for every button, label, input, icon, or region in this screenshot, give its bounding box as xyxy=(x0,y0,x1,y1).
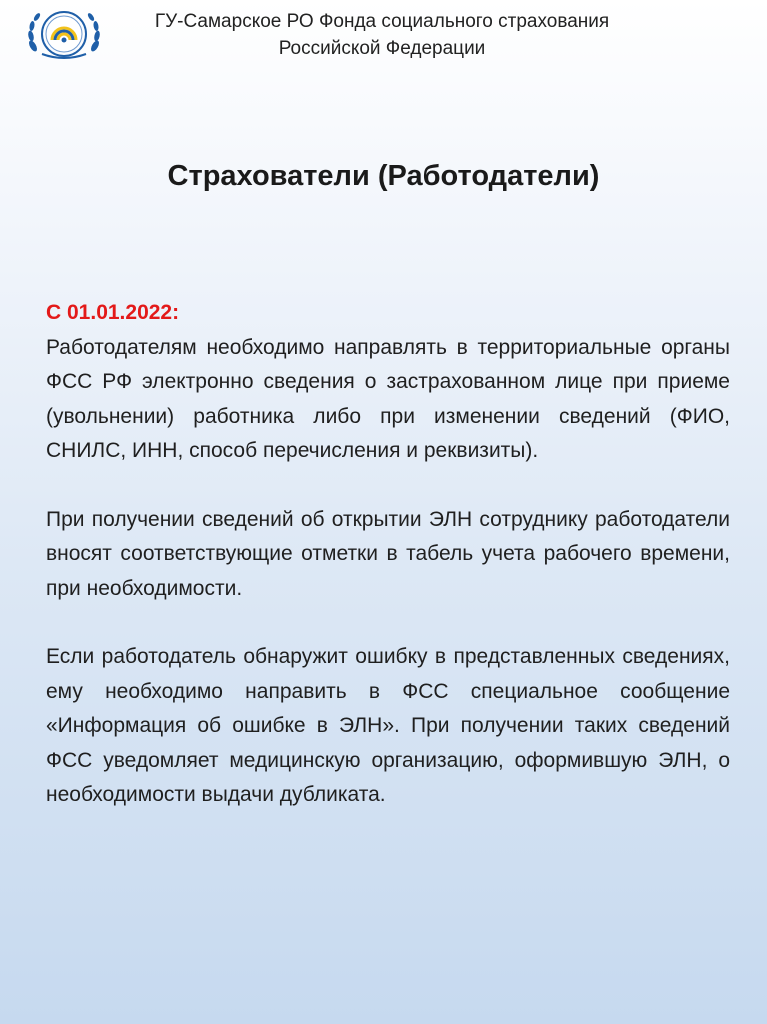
date-heading: С 01.01.2022: xyxy=(46,301,180,324)
main-content xyxy=(46,296,730,813)
organization-title-line2: Российской Федерации xyxy=(278,38,486,59)
page-title: Страхователи (Работодатели) xyxy=(167,160,600,192)
fss-emblem-icon xyxy=(24,6,104,62)
paragraph-error-report: Если работодатель обнаружит ошибку в представленных сведениях, ему необходимо направить в ФСС специальное сообщение «Информация об ошибке в ЭЛН». При получении таких сведений ФСС уведомляет медицинскую организацию, оформившую ЭЛН, о необходимости выдачи дубликата. xyxy=(46,645,730,806)
organization-title-line1: ГУ-Самарское РО Фонда социального страхования xyxy=(154,11,610,32)
organization-title xyxy=(112,8,652,62)
paragraph-eln-timesheet: При получении сведений об открытии ЭЛН сотруднику работодатели вносят соответствующие отметки в табель учета рабочего времени, при необходимости. xyxy=(46,507,730,600)
paragraph-employer-reporting: Работодателям необходимо направлять в территориальные органы ФСС РФ электронно сведения о застрахованном лице при приеме (увольнении) работника либо при изменении сведений (ФИО, СНИЛС, ИНН, способ перечисления и реквизиты). xyxy=(46,335,730,462)
